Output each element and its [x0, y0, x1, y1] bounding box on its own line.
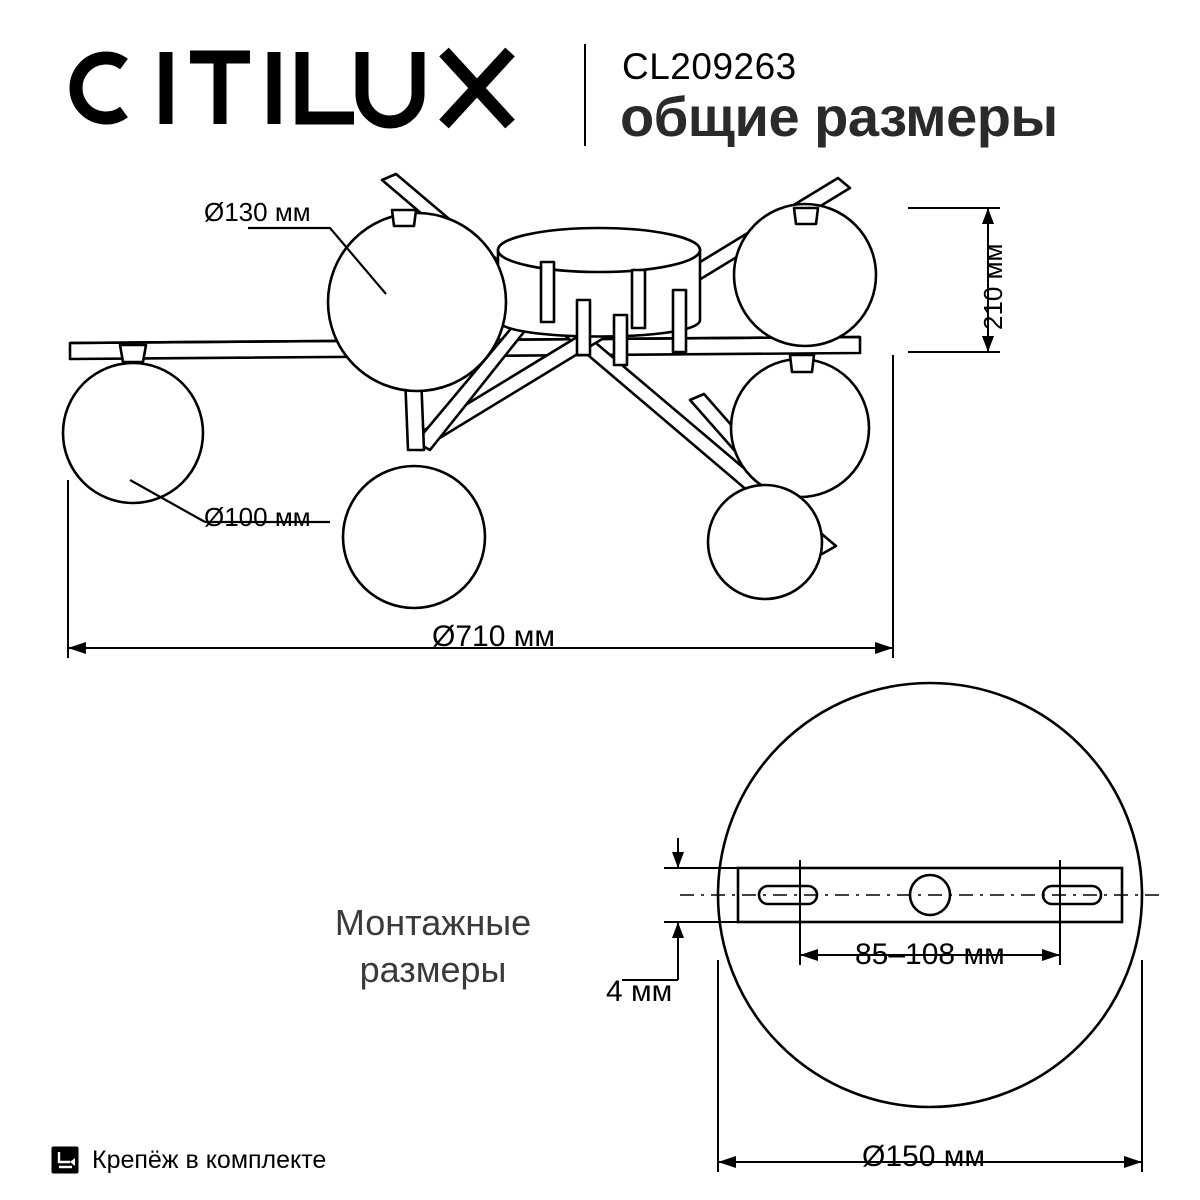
sphere-lower-left	[343, 466, 485, 608]
sphere-upper-left	[328, 213, 506, 391]
main-lamp-drawing	[0, 150, 1200, 680]
label-sphere-small: Ø100 мм	[204, 502, 311, 532]
label-thickness: 4 мм	[606, 975, 673, 1008]
brand-logo	[62, 38, 562, 133]
ceiling-cup	[498, 228, 700, 337]
label-overall-diameter: Ø710 мм	[432, 620, 555, 653]
page-title: общие размеры	[620, 85, 1058, 148]
label-plate-diameter: Ø150 мм	[862, 1140, 985, 1173]
footer	[50, 1145, 326, 1175]
mounting-plate-drawing	[560, 660, 1200, 1200]
sphere-lower-right	[708, 485, 822, 599]
label-slot-spacing: 85–108 мм	[855, 938, 1005, 971]
label-sphere-large: Ø130 мм	[204, 197, 311, 227]
sphere-right	[731, 359, 869, 497]
mounting-section-title	[268, 900, 598, 994]
mounting-section-title-line1: Монтажные	[334, 902, 532, 943]
mounting-section-title-line2: размеры	[359, 948, 507, 990]
mounting-kit-icon	[50, 1145, 80, 1175]
footer-text: Крепёж в комплекте	[92, 1145, 327, 1174]
model-code: CL209263	[622, 46, 797, 87]
header-divider	[584, 44, 586, 146]
label-height: 210 мм	[978, 243, 1008, 330]
